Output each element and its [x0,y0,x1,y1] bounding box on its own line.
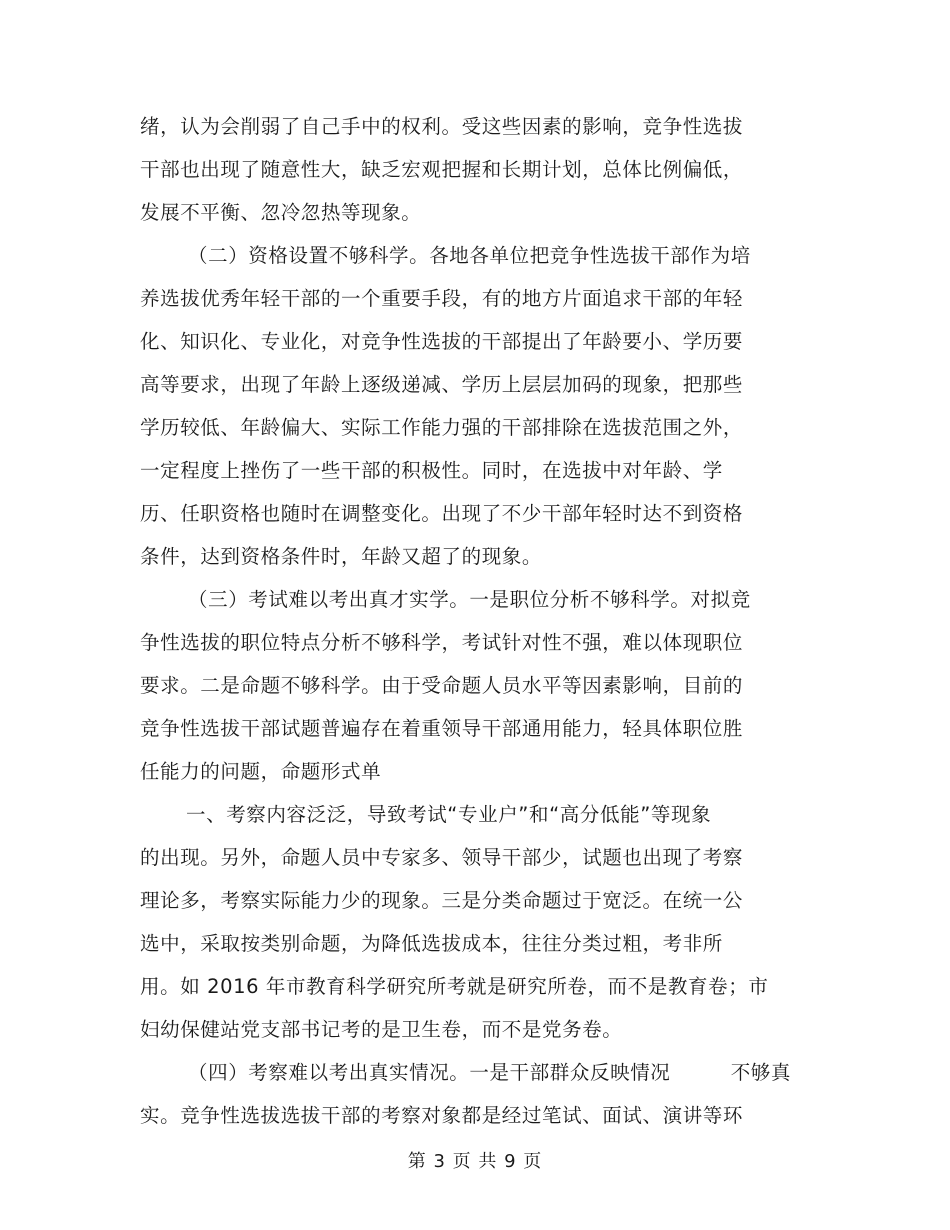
text-line: 发展不平衡、忽冷忽热等现象。 [140,201,422,224]
text-line: 历、任职资格也随时在调整变化。出现了不少干部年轻时达不到资格 [140,502,744,525]
paragraph-start-line: （四）考察难以考出真实情况。一是干部群众反映情况 不够真 [188,1061,792,1084]
page-number-footer: 第 3 页 共 9 页 [407,1151,543,1172]
paragraph-start-line: （二）资格设置不够科学。各地各单位把竞争性选拔干部作为培 [188,244,751,267]
text-line: 要求。二是命题不够科学。由于受命题人员水平等因素影响，目前的 [140,674,744,697]
text-line: 高等要求，出现了年龄上逐级递减、学历上层层加码的现象，把那些 [140,373,744,396]
text-line: 竞争性选拔干部试题普遍存在着重领导干部通用能力，轻具体职位胜 [140,717,744,740]
text-line: 理论多，考察实际能力少的现象。三是分类命题过于宽泛。在统一公 [140,889,744,912]
text-line: 实。竞争性选拔选拔干部的考察对象都是经过笔试、面试、演讲等环 [140,1104,744,1127]
text-line: 一定程度上挫伤了一些干部的积极性。同时，在选拔中对年龄、学 [140,459,723,482]
text-line: 选中，采取按类别命题，为降低选拔成本，往往分类过粗，考非所 [140,932,723,955]
text-line: 的出现。另外，命题人员中专家多、领导干部少，试题也出现了考察 [140,846,744,869]
text-line: 妇幼保健站党支部书记考的是卫生卷，而不是党务卷。 [140,1018,623,1041]
paragraph-start-line: （三）考试难以考出真才实学。一是职位分析不够科学。对拟竞 [188,588,751,611]
text-line: 干部也出现了随意性大，缺乏宏观把握和长期计划，总体比例偏低， [140,158,744,181]
text-line: 养选拔优秀年轻干部的一个重要手段，有的地方片面追求干部的年轻 [140,287,744,310]
text-line: 任能力的问题，命题形式单 [140,760,382,783]
text-line: 争性选拔的职位特点分析不够科学，考试针对性不强，难以体现职位 [140,631,744,654]
text-line: 化、知识化、专业化，对竞争性选拔的干部提出了年龄要小、学历要 [140,330,744,353]
text-line: 用。如 2016 年市教育科学研究所考就是研究所卷，而不是教育卷；市 [140,975,769,998]
text-line: 学历较低、年龄偏大、实际工作能力强的干部排除在选拔范围之外， [140,416,744,439]
text-line: 绪，认为会削弱了自己手中的权利。受这些因素的影响，竞争性选拔 [140,115,744,138]
paragraph-start-line: 一、考察内容泛泛，导致考试“专业户”和“高分低能”等现象 [186,803,712,826]
text-line: 条件，达到资格条件时，年龄又超了的现象。 [140,545,543,568]
